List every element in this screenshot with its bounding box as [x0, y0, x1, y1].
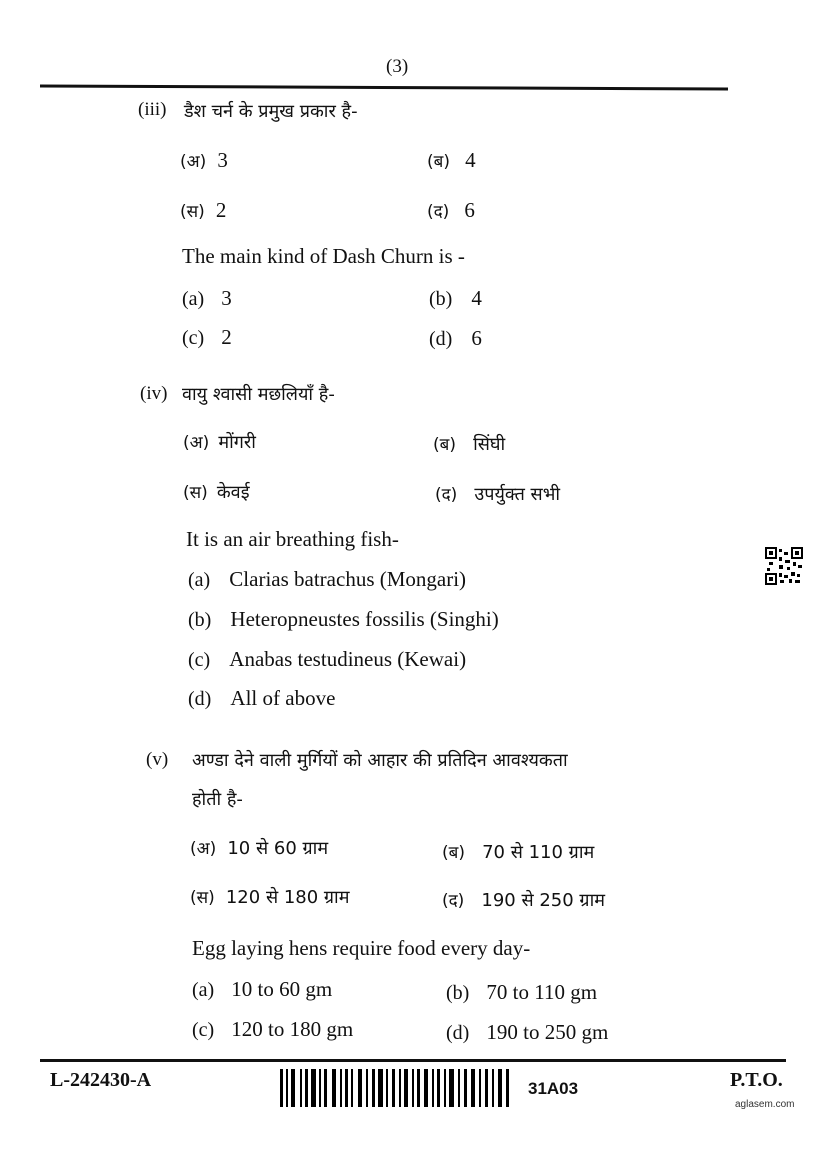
- q3-english-option-d: [429, 326, 482, 351]
- option-label: (ब): [433, 435, 456, 455]
- barcode-text: 31A03: [528, 1079, 579, 1098]
- option-label: (स): [180, 202, 205, 222]
- option-label: (अ): [180, 152, 207, 172]
- option-label: (ब): [442, 843, 465, 863]
- option-label: (द): [435, 485, 458, 505]
- q5-english-text: Egg laying hens require food every day-: [192, 936, 531, 960]
- top-rule: [40, 84, 728, 90]
- q3-hindi-text: डैश चर्न के प्रमुख प्रकार है-: [184, 101, 358, 122]
- option-label: (a): [182, 288, 205, 310]
- q4-hindi-text: वायु श्वासी मछलियाँ है-: [182, 384, 335, 405]
- option-value: 6: [471, 326, 482, 350]
- q4-english-text: It is an air breathing fish-: [186, 527, 399, 551]
- q4-hindi-option-a: [183, 430, 256, 454]
- option-value: 190 से 250 ग्राम: [481, 890, 606, 911]
- q5-hindi-text-line2: होती है-: [192, 789, 243, 810]
- option-label: (अ): [183, 433, 210, 453]
- q3-hindi-option-c: [180, 198, 226, 223]
- page-number: (3): [386, 56, 409, 77]
- option-value: Clarias batrachus (Mongari): [229, 567, 467, 591]
- q3-hindi-option-d: [427, 198, 475, 223]
- option-label: (c): [182, 327, 205, 349]
- q3-english-option-c: [182, 325, 232, 350]
- option-label: (d): [188, 688, 212, 710]
- q3-hindi-option-b: [427, 148, 476, 173]
- q5-number: (v): [146, 749, 169, 770]
- bottom-rule: [40, 1059, 786, 1062]
- option-value: All of above: [230, 686, 336, 710]
- q4-english-option-c: [188, 647, 466, 672]
- q5-hindi-option-a: [190, 836, 328, 860]
- q3-english-option-b: [429, 286, 482, 311]
- q4-english-option-b: [188, 607, 499, 632]
- option-value: 3: [217, 148, 228, 172]
- q4-hindi-option-c: [183, 480, 250, 504]
- q5-hindi-option-b: [442, 840, 594, 864]
- option-value: Anabas testudineus (Kewai): [229, 647, 467, 671]
- q5-english-option-a: [192, 977, 332, 1002]
- q4-hindi-option-d: [435, 482, 560, 506]
- q5-hindi-text-line1: अण्डा देने वाली मुर्गियों को आहार की प्रतिदिन आवश्यकता: [192, 750, 568, 771]
- option-label: (द): [442, 891, 465, 911]
- qr-code-icon: [765, 547, 803, 585]
- option-label: (स): [183, 483, 208, 503]
- option-label: (a): [188, 569, 211, 591]
- option-value: उपर्युक्त सभी: [474, 484, 561, 505]
- q5-english-option-c: [192, 1017, 353, 1042]
- option-label: (b): [188, 609, 212, 631]
- q3-hindi-option-a: [180, 148, 228, 173]
- q4-hindi-option-b: [433, 432, 505, 456]
- option-label: (b): [446, 982, 470, 1004]
- option-value: 4: [471, 286, 482, 310]
- pto-label: P.T.O.: [730, 1069, 783, 1091]
- option-value: सिंघी: [473, 434, 506, 455]
- q3-number: (iii): [138, 99, 167, 120]
- option-label: (द): [427, 202, 450, 222]
- q5-english-option-b: [446, 980, 597, 1005]
- barcode-icon: [280, 1069, 510, 1107]
- option-label: (d): [446, 1022, 470, 1044]
- option-value: 10 से 60 ग्राम: [227, 838, 329, 859]
- option-label: (ब): [427, 152, 450, 172]
- option-value: 4: [465, 148, 476, 172]
- option-value: 2: [215, 198, 227, 222]
- option-label: (a): [192, 979, 215, 1001]
- option-label: (अ): [190, 839, 217, 859]
- option-value: 6: [464, 198, 475, 222]
- q3-english-text: The main kind of Dash Churn is -: [182, 244, 465, 268]
- option-value: 120 से 180 ग्राम: [225, 887, 350, 908]
- option-label: (c): [188, 649, 211, 671]
- option-value: 190 to 250 gm: [486, 1020, 609, 1044]
- option-value: 2: [221, 325, 232, 349]
- option-value: 3: [221, 286, 232, 310]
- paper-code: L-242430-A: [50, 1069, 152, 1091]
- q5-hindi-option-c: [190, 885, 349, 909]
- q5-english-option-d: [446, 1020, 608, 1045]
- option-label: (d): [429, 328, 453, 350]
- q5-hindi-option-d: [442, 888, 605, 912]
- option-label: (b): [429, 288, 453, 310]
- option-value: Heteropneustes fossilis (Singhi): [230, 607, 499, 631]
- q4-english-option-d: [188, 686, 335, 711]
- option-value: 120 to 180 gm: [231, 1017, 354, 1041]
- option-value: 70 to 110 gm: [486, 980, 598, 1004]
- option-label: (स): [190, 888, 215, 908]
- option-value: 70 से 110 ग्राम: [482, 842, 595, 863]
- option-label: (c): [192, 1019, 215, 1041]
- option-value: केवई: [216, 482, 250, 503]
- site-watermark: aglasem.com: [735, 1099, 795, 1110]
- q4-number: (iv): [140, 383, 168, 404]
- q3-english-option-a: [182, 286, 232, 311]
- option-value: 10 to 60 gm: [231, 977, 333, 1001]
- q4-english-option-a: [188, 567, 466, 592]
- option-value: मोंगरी: [218, 432, 256, 453]
